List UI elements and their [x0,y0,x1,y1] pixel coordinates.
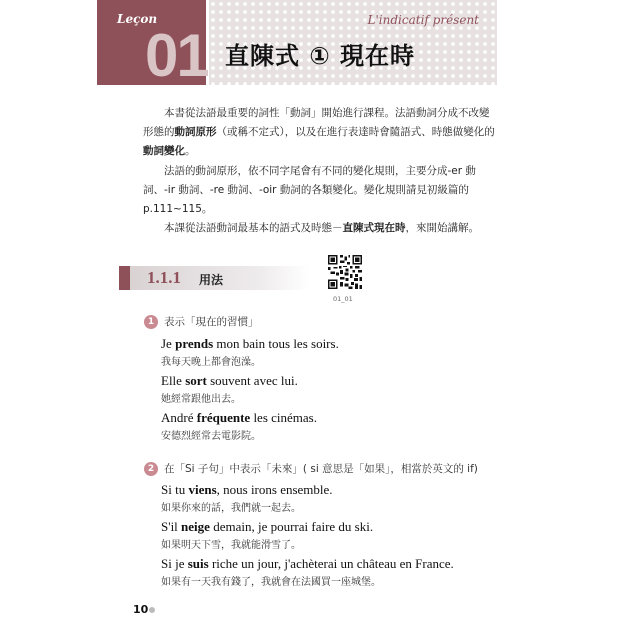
intro-paragraph-3: 本課從法語動詞最基本的語式及時態－直陳式現在時，來開始講解。 [164,222,479,234]
example-translation: 我每天晚上都會泡澡。 [161,357,261,368]
book-page [97,0,510,640]
example-translation: 如果有一天我有錢了，我就會在法國買一座城堡。 [161,577,381,588]
lecon-label: Leçon [117,12,158,26]
section-label: 用法 [199,273,224,287]
example-french: Si je suis riche un jour, j'achèterai un château en France. [161,556,454,571]
rule-2-heading [144,461,478,476]
keyword-infinitive: 動詞原形 [174,126,217,138]
rule-number-badge: 2 [144,462,158,476]
rule-1-heading [144,314,259,329]
section-number: 1.1.1 [147,268,181,287]
lesson-title: 直陳式 ① 現在時 [225,42,416,70]
example-verb: fréquente [196,410,251,425]
example-verb: viens [188,482,217,497]
intro-paragraph-2: 法語的動詞原形，依不同字尾會有不同的變化規則，主要分成-er 動詞、-ir 動詞、-re 動詞、-oir 動詞的各類變化。變化規則請見初級篇的 p.111~115。 [143,165,476,215]
section-heading [119,264,309,292]
rule-number-badge: 1 [144,315,158,329]
example-translation: 她經常跟他出去。 [161,394,241,405]
example-french: S'il neige demain, je pourrai faire du ski. [161,519,374,534]
example-verb: sort [185,373,207,388]
keyword-present-indicative: 直陳式現在時 [342,222,406,234]
lesson-label-block [97,0,208,89]
qr-label: 01_01 [333,295,353,303]
qr-code-icon[interactable] [328,255,362,289]
example-translation: 安德烈經常去電影院。 [161,431,261,442]
page-number: 10 [133,603,149,616]
example-translation: 如果你來的話，我們就一起去。 [161,503,301,514]
rule-text: 表示「現在的習慣」 [164,316,259,328]
keyword-conjugation: 動詞變化 [143,145,185,157]
section-tab [119,266,130,290]
page-dot-icon [149,607,155,613]
example-translation: 如果明天下雪，我就能滑雪了。 [161,540,301,551]
lesson-subtitle: L'indicatif présent [367,13,479,27]
example-french: Je prends mon bain tous les soirs. [161,336,339,351]
example-verb: suis [187,556,209,571]
rule-text: 在「Si 子句」中表示「未來」( si 意思是「如果」，相當於英文的 if) [164,463,478,475]
intro-paragraph-1: 本書從法語最重要的詞性「動詞」開始進行課程。法語動詞分成不改變形態的動詞原形（或稱不定式），以及在進行表達時會隨語式、時態做變化的動詞變化。 [143,107,495,157]
example-french: André fréquente les cinémas. [161,410,317,425]
example-verb: prends [175,336,214,351]
lesson-number: 01 [145,22,208,89]
example-french: Si tu viens, nous irons ensemble. [161,482,333,497]
example-french: Elle sort souvent avec lui. [161,373,298,388]
example-verb: neige [181,519,210,534]
